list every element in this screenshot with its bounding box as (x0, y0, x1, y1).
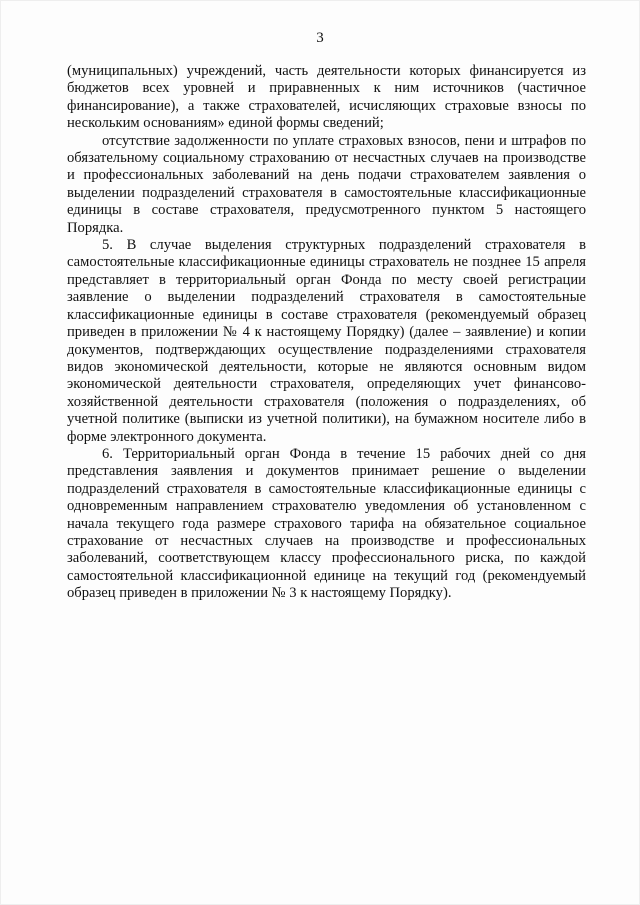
page-number: 3 (316, 30, 324, 46)
paragraph-item-5: 5. В случае выделения структурных подразделений страхователя в самостоятельные классификационные единицы страхователь не позднее 15 апреля представляет в территориальный орган Фонда по месту своей регистрации заявление о выделении подразделений страхователя в самостоятельные классификационные единицы в составе страхователя (рекомендуемый образец приведен в приложении № 4 к настоящему Порядку) (далее – заявление) и копии документов, подтверждающих осуществление подразделениями страхователя видов экономической деятельности, которые не являются основным видом экономической деятельности страхователя, определяющих учет финансово-хозяйственной деятельности страхователя (положения о подразделениях, об учетной политике (выписки из учетной политики), на бумажном носителе либо в форме электронного документа. (67, 237, 586, 445)
paragraph-no-debt-condition: отсутствие задолженности по уплате страховых взносов, пени и штрафов по обязательному социальному страхованию от несчастных случаев на производстве и профессиональных заболеваний на день подачи страхователем заявления о выделении подразделений страхователя в самостоятельные классификационные единицы в составе страхователя, предусмотренного пунктом 5 настоящего Порядка. (67, 132, 586, 236)
document-body (67, 63, 586, 603)
paragraph-continuation: (муниципальных) учреждений, часть деятельности которых финансируется из бюджетов всех уровней и приравненных к ним источников (частичное финансирование), а также страхователей, исчисляющих страховые взносы по нескольким основаниям» единой формы сведений; (67, 63, 586, 132)
paragraph-item-6: 6. Территориальный орган Фонда в течение 15 рабочих дней со дня представления заявления и документов принимает решение о выделении подразделений страхователя в самостоятельные классификационные единицы с одновременным направлением страхователю уведомления об установленном с начала текущего года размере страхового тарифа на обязательное социальное страхование от несчастных случаев на производстве и профессиональных заболеваний, соответствующем классу профессионального риска, по каждой самостоятельной классификационной единице на текущий год (рекомендуемый образец приведен в приложении № 3 к настоящему Порядку). (67, 445, 586, 602)
